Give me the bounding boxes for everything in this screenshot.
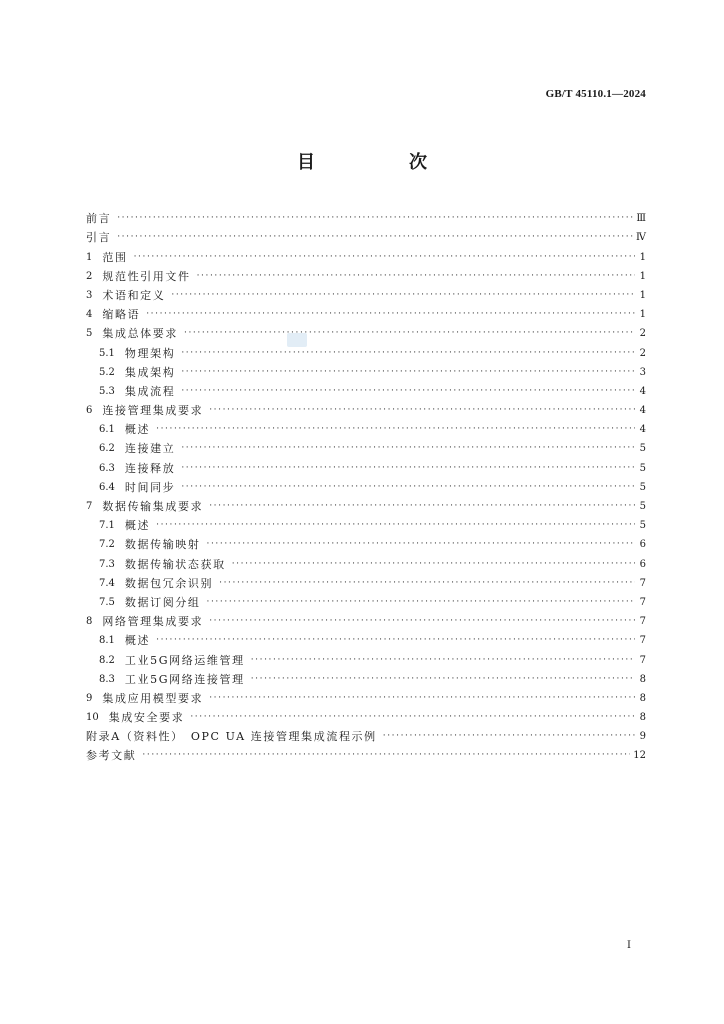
toc-entry-page: 7 — [639, 616, 646, 628]
toc-entry-number: 6.1 — [99, 424, 115, 436]
toc-leader-dots — [383, 730, 635, 743]
toc-leader-dots — [207, 538, 635, 551]
toc-entry-page: 7 — [639, 635, 646, 647]
toc-entry-page: 7 — [639, 577, 646, 589]
toc-entry[interactable] — [86, 667, 646, 686]
toc-entry-page: 5 — [639, 443, 646, 455]
toc-leader-dots — [117, 212, 633, 225]
toc-leader-dots — [181, 366, 635, 379]
toc-leader-dots — [181, 385, 635, 398]
toc-leader-dots — [251, 673, 635, 686]
toc-entry-label: 概述 — [124, 519, 151, 533]
toc-entry[interactable] — [86, 283, 646, 302]
toc-entry[interactable] — [86, 455, 646, 474]
toc-entry-page: 7 — [639, 596, 646, 608]
toc-entry-label: 附录A（资料性） OPC UA 连接管理集成流程示例 — [86, 730, 377, 744]
toc-entry-number: 5.3 — [99, 385, 115, 397]
toc-entry-number: 6.3 — [99, 462, 115, 474]
toc-entry[interactable] — [86, 436, 646, 455]
toc-entry-label: 前言 — [86, 212, 112, 226]
toc-entry[interactable] — [86, 417, 646, 436]
toc-leader-dots — [181, 462, 635, 475]
toc-entry[interactable] — [86, 628, 646, 647]
toc-leader-dots — [184, 327, 635, 340]
toc-entry-number: 8 — [86, 616, 93, 628]
toc-entry[interactable] — [86, 551, 646, 570]
toc-entry-number: 8.1 — [99, 635, 115, 647]
toc-entry[interactable] — [86, 686, 646, 705]
toc-entry-label: 规范性引用文件 — [102, 269, 191, 283]
toc-entry-label: 数据传输状态获取 — [124, 557, 226, 571]
toc-entry-number: 7.4 — [99, 577, 115, 589]
toc-entry-page: 2 — [639, 328, 646, 340]
toc-entry-label: 概述 — [124, 634, 151, 648]
toc-entry[interactable] — [86, 705, 646, 724]
toc-entry-page: 2 — [639, 347, 646, 359]
toc-entry[interactable] — [86, 494, 646, 513]
toc-entry-number: 10 — [86, 712, 99, 724]
toc-entry-number: 7.5 — [99, 596, 115, 608]
toc-entry-label: 数据传输映射 — [124, 538, 201, 552]
toc-leader-dots — [209, 692, 635, 705]
toc-entry-page: Ⅳ — [636, 232, 646, 244]
toc-entry-number: 9 — [86, 692, 93, 704]
toc-entry-label: 概述 — [124, 423, 151, 437]
standard-code: GB/T 45110.1—2024 — [545, 88, 646, 100]
toc-entry[interactable] — [86, 743, 646, 762]
toc-entry[interactable] — [86, 206, 646, 225]
toc-entry-page: 6 — [639, 539, 646, 551]
toc-entry[interactable] — [86, 264, 646, 283]
toc-entry-label: 集成总体要求 — [102, 327, 178, 341]
toc-entry-page: 5 — [639, 481, 646, 493]
toc-entry-number: 7.2 — [99, 539, 115, 551]
toc-entry-label: 引言 — [86, 231, 112, 245]
toc-entry[interactable] — [86, 647, 646, 666]
toc-entry[interactable] — [86, 302, 646, 321]
toc-entry[interactable] — [86, 590, 646, 609]
toc-entry-label: 集成安全要求 — [108, 711, 185, 725]
toc-entry-label: 缩略语 — [102, 308, 141, 322]
toc-entry-number: 5 — [86, 328, 93, 340]
toc-entry[interactable] — [86, 379, 646, 398]
toc-entry-page: 1 — [639, 289, 646, 301]
toc-entry-page: 1 — [639, 251, 646, 263]
toc-entry-page: 4 — [639, 385, 646, 397]
toc-leader-dots — [209, 615, 635, 628]
toc-entry-number: 7.1 — [99, 520, 115, 532]
toc-entry-number: 6.4 — [99, 481, 115, 493]
toc-entry-number: 1 — [86, 251, 93, 263]
toc-entry-label: 集成流程 — [124, 384, 176, 398]
toc-entry-page: 12 — [633, 750, 646, 762]
toc-entry[interactable] — [86, 398, 646, 417]
toc-entry-number: 2 — [86, 270, 93, 282]
toc-entry-page: 5 — [639, 520, 646, 532]
toc-entry-page: 5 — [639, 462, 646, 474]
toc-leader-dots — [209, 404, 635, 417]
toc-entry-label: 时间同步 — [124, 480, 176, 494]
toc-leader-dots — [181, 481, 635, 494]
toc-leader-dots — [207, 596, 635, 609]
table-of-contents — [86, 206, 646, 762]
toc-entry-page: 1 — [639, 309, 646, 321]
toc-entry-page: 1 — [639, 270, 646, 282]
toc-leader-dots — [171, 289, 635, 302]
toc-entry[interactable] — [86, 244, 646, 263]
toc-entry-page: 7 — [639, 654, 646, 666]
toc-entry-number: 8.2 — [99, 654, 115, 666]
toc-entry-label: 连接建立 — [124, 442, 176, 456]
toc-entry-label: 数据订阅分组 — [124, 595, 201, 609]
toc-entry-number: 3 — [86, 289, 93, 301]
toc-entry-page: 9 — [639, 731, 646, 743]
toc-leader-dots — [197, 270, 635, 283]
toc-leader-dots — [181, 347, 635, 360]
toc-entry-label: 术语和定义 — [102, 288, 166, 302]
toc-entry-page: 8 — [639, 692, 646, 704]
toc-entry-number: 5.2 — [99, 366, 115, 378]
toc-entry-page: 5 — [639, 501, 646, 512]
toc-entry-page: 8 — [639, 712, 646, 724]
toc-entry[interactable] — [86, 513, 646, 532]
toc-entry-page: 4 — [639, 424, 646, 436]
toc-entry-label: 集成应用模型要求 — [102, 691, 204, 705]
toc-entry[interactable] — [86, 225, 646, 244]
toc-leader-dots — [156, 634, 635, 647]
toc-entry-number: 4 — [86, 309, 93, 321]
toc-leader-dots — [146, 308, 635, 321]
toc-entry-number: 6 — [86, 405, 93, 417]
toc-entry-label: 数据包冗余识别 — [124, 576, 214, 590]
toc-entry-label: 数据传输集成要求 — [102, 500, 204, 513]
toc-entry-page: 3 — [639, 366, 646, 378]
toc-entry-number: 7 — [86, 501, 93, 512]
toc-entry-page: 6 — [639, 558, 646, 570]
toc-entry-label: 参考文献 — [86, 749, 137, 763]
toc-entry-label: 工业5G网络运维管理 — [124, 653, 245, 667]
toc-entry-number: 5.1 — [99, 347, 115, 359]
toc-leader-dots — [181, 442, 635, 455]
toc-entry[interactable] — [86, 360, 646, 379]
toc-entry[interactable] — [86, 475, 646, 494]
toc-entry[interactable] — [86, 532, 646, 551]
toc-leader-dots — [156, 423, 635, 436]
toc-leader-dots — [142, 749, 630, 762]
toc-leader-dots — [156, 519, 635, 532]
toc-entry[interactable] — [86, 609, 646, 628]
toc-leader-dots — [134, 251, 635, 264]
toc-leader-dots — [251, 654, 635, 667]
toc-entry-label: 物理架构 — [124, 346, 176, 360]
toc-entry-number: 8.3 — [99, 673, 115, 685]
toc-entry[interactable] — [86, 321, 646, 340]
toc-entry-label: 连接释放 — [124, 461, 176, 475]
toc-leader-dots — [190, 711, 635, 724]
page-title: 目 次 — [297, 152, 465, 173]
toc-entry[interactable] — [86, 340, 646, 359]
toc-leader-dots — [117, 231, 633, 244]
toc-entry-label: 连接管理集成要求 — [102, 404, 204, 418]
toc-leader-dots — [232, 558, 635, 571]
toc-entry[interactable] — [86, 724, 646, 743]
toc-entry[interactable] — [86, 571, 646, 590]
toc-entry-page: 4 — [639, 405, 646, 417]
toc-entry-page: Ⅲ — [636, 213, 646, 225]
toc-entry-label: 集成架构 — [124, 365, 176, 379]
page-number: Ⅰ — [627, 940, 631, 951]
toc-leader-dots — [209, 500, 635, 513]
toc-entry-page: 8 — [639, 673, 646, 685]
toc-entry-label: 网络管理集成要求 — [102, 615, 204, 629]
toc-entry-number: 6.2 — [99, 443, 115, 455]
toc-entry-label: 范围 — [102, 250, 128, 264]
toc-entry-label: 工业5G网络连接管理 — [124, 672, 245, 686]
toc-leader-dots — [219, 577, 635, 590]
toc-entry-number: 7.3 — [99, 558, 115, 570]
